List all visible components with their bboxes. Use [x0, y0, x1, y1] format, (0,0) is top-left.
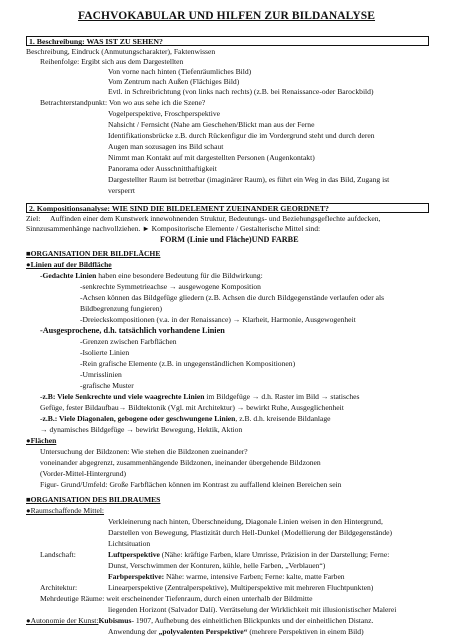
raum-line-1: Darstellen von Bewegung, Plastizität durch Hell-Dunkel (Modellierung der Bildgegenstände)	[108, 528, 393, 537]
diagonalen-rest: , z.B. d.h. kreisende Bildanlage	[235, 414, 331, 423]
senkrechte-line-2: Gefüge, fester Bildaufbau→ Bildtektonik (Vgl. mit Architektur) → bewirkt Ruhe, Ausgeglichenheit	[40, 403, 344, 412]
flaechen-heading: ●Flächen	[26, 436, 57, 445]
polyvalente-perspektive: „polyvalenten Perspektive“	[158, 627, 248, 636]
gedachte-linien	[40, 271, 263, 280]
ausgesprochene-item-0: -Grenzen zwischen Farbflächen	[80, 337, 177, 346]
form-farbe: FORM (Linie und Fläche)UND FARBE	[160, 235, 299, 244]
ausgesprochene-item-1: -Isolierte Linien	[80, 348, 130, 357]
s1-line-5: Betrachterstandpunkt: Von wo aus sehe ich die Szene?	[40, 98, 206, 107]
luftperspektive-rest: (Nähe: kräftige Farben, klare Umrisse, Präzision in der Darstellung; Ferne:	[159, 550, 390, 559]
page-title: FACHVOKABULAR UND HILFEN ZUR BILDANALYSE	[77, 10, 376, 22]
mehrdeutig-line-2: liegenden Horizont (Salvador Dalí). Verrätselung der Wirklichkeit mit illusionistischer Malerei	[108, 605, 397, 614]
landschaft-text	[108, 550, 389, 559]
raum-line-0: Verkleinerung nach hinten, Überschneidung, Diagonale Linien weisen in den Hintergrund,	[108, 517, 383, 526]
s1-line-7: Nahsicht / Fernsicht (Nahe am Geschehen/Blickt man aus der Ferne	[108, 120, 315, 129]
linien-heading: ●Linien auf der Bildfläche	[26, 260, 112, 269]
autonomie	[26, 616, 373, 625]
farbperspektive-rest: Nähe: warme, intensive Farben; Ferne: kalte, matte Farben	[164, 572, 345, 581]
diagonalen	[40, 414, 331, 423]
senkrechte-linien	[40, 392, 359, 401]
ausgesprochene-item-4: -grafische Muster	[80, 381, 134, 390]
gedachte-item-1: -Achsen können das Bildgefüge gliedern (z.B. Achsen die durch Bildgegenstände verlaufen oder als	[80, 293, 385, 302]
s1-line-0: Beschreibung, Eindruck (Anmutungscharakter), Faktenwissen	[26, 47, 216, 56]
ziel-label: Ziel:	[26, 214, 41, 223]
s1-line-8: Identifikationsbrücke z.B. durch Rückenfigur die im Vordergrund steht und durch deren	[108, 131, 375, 140]
raum-heading: ●Raumschaffende Mittel:	[26, 506, 105, 515]
landschaft-label: Landschaft:	[40, 550, 76, 559]
autonomie-rest: - 1907, Aufhebung des einheitlichen Blickpunkts und der einheitlichen Distanz.	[131, 616, 374, 625]
s1-line-11: Panorama oder Ausschnitthaftigkeit	[108, 164, 217, 173]
gedachte-linien-bold: -Gedachte Linien	[40, 271, 97, 280]
flaechen-line-1: voneinander abgegrenzt, zusammenhängende Bildzonen, ineinander übergehende Bildzonen	[40, 458, 321, 467]
org-raum-heading: ■ORGANISATION DES BILDRAUMES	[26, 495, 161, 504]
flaechen-line-0: Untersuchung der Bildzonen: Wie stehen die Bildzonen zueinander?	[40, 447, 248, 456]
section-2-heading: 2. Kompositionsanalyse: WIE SIND DIE BILDELEMENT ZUEINANDER GEORDNET?	[29, 204, 329, 213]
s1-line-6: Vogelperspektive, Froschperspektive	[108, 109, 221, 118]
gedachte-item-2: Bildbegrenzung fungieren)	[80, 304, 163, 313]
ausgesprochene-item-3: -Umrisslinien	[80, 370, 122, 379]
ziel-text: Auffinden einer dem Kunstwerk innewohnenden Struktur, Bedeutungs- und Beziehungsgeflechte aufdecken,	[50, 214, 381, 223]
s1-line-2: Von vorne nach hinten (Tiefenräumliches Bild)	[108, 67, 252, 76]
raum-line-2: Lichtsituation	[108, 539, 151, 548]
farbperspektive-bold: Farbperspektive:	[108, 572, 165, 581]
flaechen-line-2: (Vorder-Mittel-Hintergrund)	[40, 469, 127, 478]
autonomie-bold: Kubismus	[98, 616, 132, 625]
ausgesprochene-item-2: -Rein grafische Elemente (z.B. in ungegenständlichen Kompositionen)	[80, 359, 296, 368]
ziel-text-2: Sinnzusammenhänge nachvollziehen. ► Kompositorische Elemente / Gestalterische Mittel sind:	[26, 224, 321, 233]
s1-line-10: Nimmt man Kontakt auf mit dargestellten Personen (Augenkontakt)	[108, 153, 315, 162]
architektur-label: Architektur:	[40, 583, 78, 592]
mehrdeutig-line-1: Mehrdeutige Räume: weit erscheinender Tiefenraum, durch einen unterhalb der Bildmitte	[40, 594, 313, 603]
s1-line-1: Reihenfolge: Ergibt sich aus dem Dargestellten	[40, 57, 184, 66]
s1-line-12: Dargestellter Raum ist betretbar (imaginärer Raum), es führt ein Weg in das Bild, Zugang ist	[108, 175, 390, 184]
section-1-heading-box	[26, 36, 429, 46]
luftperspektive-bold: Luftperspektive	[108, 550, 160, 559]
gedachte-item-3: -Dreieckskompositionen (v.a. in der Renaissance) → Klarheit, Harmonie, Ausgewogenheit	[80, 315, 356, 324]
autonomie-line-2-a: Anwendung der	[108, 627, 159, 636]
autonomie-line-2	[108, 627, 364, 636]
farbperspektive	[108, 572, 345, 581]
diagonalen-line-2: → dynamisches Bildgefüge → bewirkt Bewegung, Hektik, Aktion	[40, 425, 243, 434]
section-1-heading: 1. Beschreibung: WAS IST ZU SEHEN?	[29, 37, 163, 46]
gedachte-linien-rest: haben eine besondere Bedeutung für die Bildwirkung:	[96, 271, 263, 280]
ausgesprochene-linien: -Ausgesprochene, d.h. tatsächlich vorhandene Linien	[40, 326, 225, 335]
section-2-heading-box	[26, 203, 429, 213]
s1-line-4: Evtl. in Schreibrichtung (von links nach rechts) (z.B. bei Renaissance-oder Barockbild)	[108, 87, 374, 96]
autonomie-label: ●Autonomie der Kunst:	[26, 616, 99, 625]
flaechen-line-3: Figur- Grund/Umfeld: Große Farbflächen können im Kontrast zu auffallend kleinen Bereichen sein	[40, 480, 342, 489]
gedachte-item-0: -senkrechte Symmetrieachse → ausgewogene Komposition	[80, 282, 261, 291]
s1-line-9: Augen man sozusagen ins Bild schaut	[108, 142, 224, 151]
diagonalen-bold: -z.B.: Viele Diagonalen, gebogene oder geschwungene Linien	[40, 414, 236, 423]
architektur-text: Linearperspektive (Zentralperspektive), Multiperspektive mit mehreren Fluchtpunkten)	[108, 583, 374, 592]
senkrechte-rest: im Bildgefüge → d.h. Raster im Bild → statisches	[204, 392, 360, 401]
autonomie-line-2-b: (mehrere Perspektiven in einem Bild)	[247, 627, 364, 636]
s1-line-3: Vom Zentrum nach Außen (Flächiges Bild)	[108, 77, 240, 86]
landschaft-line-2: Dunst, Verschwimmen der Konturen, kühle, helle Farben, „Verblauen“)	[108, 561, 326, 570]
s1-line-13: versperrt	[108, 186, 135, 195]
org-flaeche-heading: ■ORGANISATION DER BILDFLÄCHE	[26, 249, 161, 258]
senkrechte-bold: -z.B: Viele Senkrechte und viele waagrechte Linien	[40, 392, 205, 401]
